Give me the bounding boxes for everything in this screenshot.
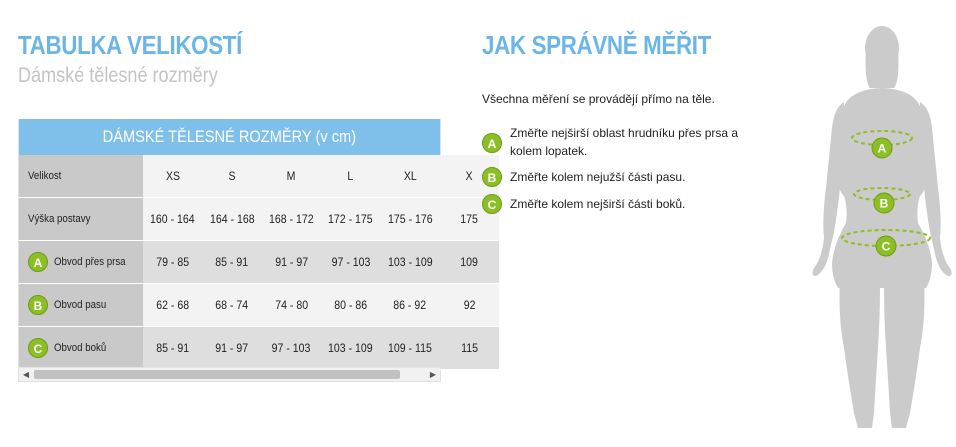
how-to-measure-title: JAK SPRÁVNĚ MĚŘIT: [482, 30, 711, 60]
table-cell: 86 - 92: [380, 284, 439, 327]
size-header-cell: L: [321, 155, 380, 198]
table-cell: 164 - 168: [202, 198, 261, 241]
table-cell: 109 - 115: [380, 327, 439, 370]
svg-text:C: C: [881, 239, 891, 254]
step-waist: B Změřte kolem nejužší části pasu.: [482, 168, 752, 195]
table-cell: 103 - 109: [380, 241, 439, 284]
table-header-row: [19, 155, 499, 198]
table-cell: 91 - 97: [262, 241, 321, 284]
table-cell: 103 - 109: [321, 327, 380, 370]
horizontal-scrollbar[interactable]: [19, 367, 440, 381]
table-cell: 115: [440, 327, 499, 370]
table-cell: 160 - 164: [143, 198, 202, 241]
silhouette-icon: [812, 26, 951, 428]
measure-steps: [482, 124, 752, 213]
size-label-cell: Velikost: [19, 155, 143, 198]
size-table: [19, 155, 499, 370]
table-cell: 85 - 91: [143, 327, 202, 370]
svg-text:B: B: [879, 196, 889, 211]
size-header-cell: S: [202, 155, 261, 198]
row-label: A Obvod přes prsa: [19, 241, 143, 284]
badge-b: B: [28, 295, 48, 315]
size-header-cell: X: [440, 155, 499, 198]
measure-intro: Všechna měření se provádějí přímo na těle.: [482, 92, 715, 106]
size-table-title: TABULKA VELIKOSTÍ: [18, 30, 242, 60]
table-cell: 175 - 176: [380, 198, 439, 241]
svg-text:A: A: [877, 141, 887, 156]
table-row-bust: [19, 241, 499, 284]
table-heading: DÁMSKÉ TĚLESNÉ ROZMĚRY (v cm): [19, 119, 440, 155]
size-header-cell: XL: [380, 155, 439, 198]
scrollbar-thumb[interactable]: [34, 370, 400, 379]
triangle-left-icon[interactable]: ◀: [22, 370, 30, 379]
row-label: Výška postavy: [19, 198, 143, 241]
badge-a: A: [482, 133, 502, 153]
step-hips: C Změřte kolem nejširší části boků.: [482, 195, 752, 213]
size-header-cell: XS: [143, 155, 202, 198]
table-row-height: [19, 198, 499, 241]
row-label: B Obvod pasu: [19, 284, 143, 327]
marker-c: [876, 236, 896, 256]
table-cell: 62 - 68: [143, 284, 202, 327]
size-table-subtitle: Dámské tělesné rozměry: [18, 64, 218, 87]
body-silhouette-figure: [800, 18, 956, 438]
step-bust: A Změřte nejširší oblast hrudníku přes prsa a kolem lopatek.: [482, 124, 752, 168]
marker-a: [872, 138, 892, 158]
table-cell: 68 - 74: [202, 284, 261, 327]
table-cell: 168 - 172: [262, 198, 321, 241]
table-cell: 172 - 175: [321, 198, 380, 241]
row-label: C Obvod boků: [19, 327, 143, 370]
badge-c: C: [482, 194, 502, 214]
table-cell: 79 - 85: [143, 241, 202, 284]
badge-b: B: [482, 167, 502, 187]
badge-a: A: [28, 252, 48, 272]
size-table-container[interactable]: [18, 119, 479, 382]
badge-c: C: [28, 338, 48, 358]
size-header-cell: M: [262, 155, 321, 198]
triangle-right-icon[interactable]: ▶: [429, 370, 437, 379]
table-row-hips: [19, 327, 499, 370]
table-row-waist: [19, 284, 499, 327]
table-cell: 85 - 91: [202, 241, 261, 284]
table-cell: 97 - 103: [321, 241, 380, 284]
table-cell: 92: [440, 284, 499, 327]
table-cell: 109: [440, 241, 499, 284]
table-cell: 91 - 97: [202, 327, 261, 370]
table-cell: 74 - 80: [262, 284, 321, 327]
marker-b: [874, 193, 894, 213]
table-cell: 80 - 86: [321, 284, 380, 327]
table-cell: 97 - 103: [262, 327, 321, 370]
table-cell: 175: [440, 198, 499, 241]
